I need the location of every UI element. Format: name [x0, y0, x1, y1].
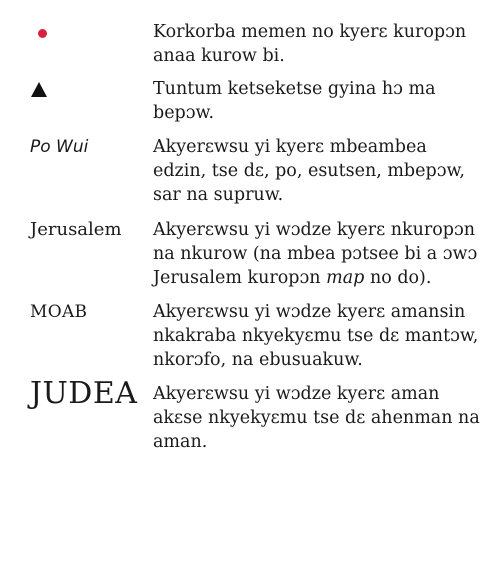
legend-row-small-region [30, 300, 480, 372]
description-text: Akyerɛwsu yi wɔdze kyerɛ nkuropɔn na nkurow (na mbea pɔtsee bi a ɔwɔ Jerusalem kuropɔn [153, 220, 478, 288]
legend-symbol [30, 20, 153, 45]
description-italic: map [326, 268, 365, 288]
legend-description: Akyerɛwsu yi kyerɛ mbeambea edzin, tse dɛ, po, esutsen, mbepɔw, sar na supruw. [153, 137, 465, 205]
legend-description: Akyerɛwsu yi wɔdze kyerɛ aman akɛse nkyekyɛmu tse dɛ ahenman na aman. [153, 384, 480, 452]
legend-description: Tuntum ketseketse gyina hɔ ma bepɔw. [153, 79, 436, 123]
legend-description: Korkorba memen no kyerɛ kuropɔn anaa kurow bi. [153, 22, 467, 66]
red-dot-icon [38, 29, 47, 38]
legend-symbol [30, 77, 153, 104]
legend-row-water [30, 135, 480, 207]
legend-row-large-region [30, 376, 480, 454]
legend-label-large-region: JUDEA [30, 376, 138, 411]
legend-label-city: Jerusalem [30, 219, 122, 240]
triangle-icon [31, 82, 47, 97]
legend-row-city-dot [30, 20, 480, 68]
description-text: no do). [364, 268, 432, 288]
legend-label-small-region: MOAB [30, 302, 88, 322]
map-legend [30, 20, 480, 454]
legend-description: Akyerɛwsu yi wɔdze kyerɛ amansin nkakraba nkyekyɛmu tse dɛ mantɔw, nkorɔfo, na ebusuakuw. [153, 302, 479, 370]
legend-description [153, 218, 480, 290]
legend-row-city-name [30, 218, 480, 290]
legend-label-water: Po Wui [30, 137, 89, 157]
legend-row-mountain [30, 77, 480, 125]
